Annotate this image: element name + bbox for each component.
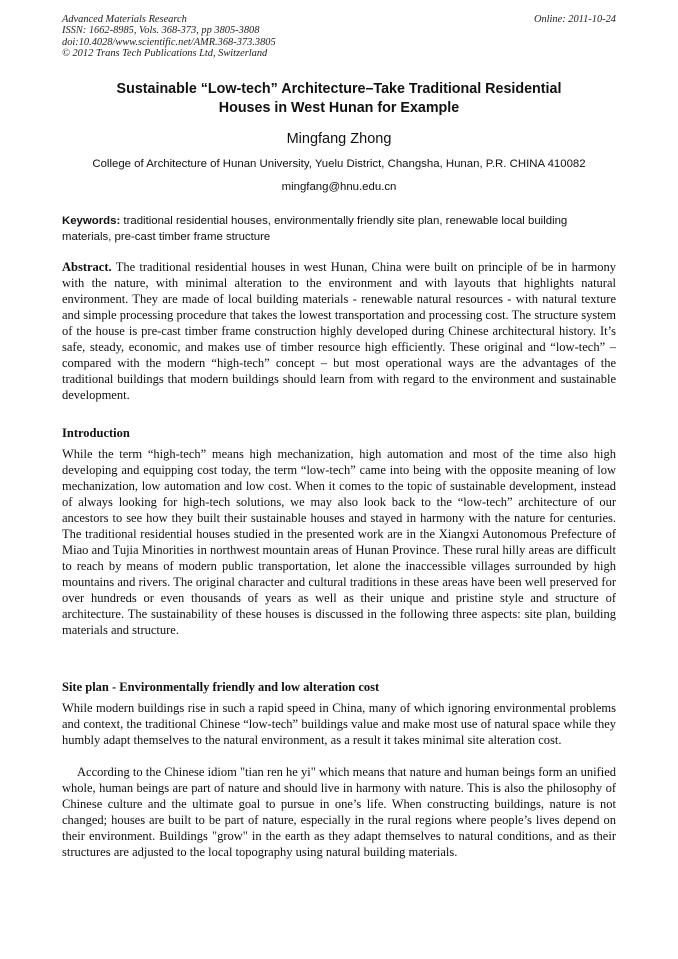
author-email[interactable]: mingfang@hnu.edu.cn [281,181,397,193]
keywords-label: Keywords: [62,215,121,227]
paper-title-line1: Sustainable “Low-tech” Architecture–Take Traditional Residential [116,81,562,97]
author-name: Mingfang Zhong [286,131,392,147]
keywords-text: traditional residential houses, environmentally friendly site plan, renewable local building materials, pre-cast timber frame structure [62,215,568,243]
site-plan-paragraph-1: While modern buildings rise in such a rapid speed in China, many of which ignoring environmental problems and context, the traditional Chinese “low-tech” buildings value and make most use of natural space while they humbly adapt themselves to the natural environment, as a result it takes minimal site alteration cost. [62,701,616,747]
paper-title-line2: Houses in West Hunan for Example [218,100,460,116]
abstract-text: The traditional residential houses in west Hunan, China were built on principle of be in harmony with the nature, with minimal alteration to the environment and with layouts that highlights natural environment. They are made of local building materials - renewable natural resources - with natural texture and simple processing procedure that takes the lowest transportation and processing cost. The structure system of the house is pre-cast timber frame construction highly developed during Chinese architectural history. It’s safe, steady, economic, and makes use of timber resource high efficiently. These original and “low-tech” – compared with the modern “high-tech” concept – but most operational ways are the advantages of the traditional buildings that modern buildings should learn from with regard to the environment and sustainable development. [62,260,616,402]
abstract [62,259,616,403]
online-date: Online: 2011-10-24 [533,14,616,25]
journal-copyright: © 2012 Trans Tech Publications Ltd, Switzerland [62,47,268,59]
journal-header [62,14,616,59]
journal-issn: ISSN: 1662-8985, Vols. 368-373, pp 3805-3808 [62,25,260,37]
introduction-text: While the term “high-tech” means high mechanization, high automation and most of the time also high developing and equipping cost today, the term “low-tech” came into being with the opposite meaning of low mechanization, low automation and low cost. When it comes to the topic of sustainable development, instead of always looking for high-tech solutions, we may also look back to the “low-tech” architecture of our ancestors to see how they built their sustainable houses and stayed in harmony with the nature for centuries. The traditional residential houses studied in the presented work are in the Xiangxi Autonomous Prefecture of Miao and Tujia Minorities in northwest mountain areas of Hunan Province. These rural hilly areas are difficult to reach by means of modern public transportation, let alone the inaccessible villages surrounded by high mountains and rivers. The original character and cultural traditions in these areas have been well preserved for over hundreds or even thousands of years as well as their unique and pristine style and structure of architecture. The sustainability of these houses is discussed in the following three aspects: site plan, building materials and structure. [62,447,616,637]
abstract-label: Abstract. [62,260,112,274]
paper-title [62,80,616,118]
site-plan-paragraph-2: According to the Chinese idiom "tian ren he yi" which means that nature and human beings form an unified whole, human beings are part of nature and should live in harmony with nature. This is also the philosophy of Chinese culture and the ultimate goal to pursue in one’s life. When constructing buildings, nature is not changed; houses are built to be part of nature, especially in the rural regions where people’s lives depend on their environment. Buildings "grow" in the earth as they adapt themselves to natural conditions, and as their structures are adjusted to the local topography using natural building materials. [62,765,616,859]
introduction-heading: Introduction [62,426,130,440]
keywords [62,213,616,245]
journal-doi[interactable]: doi:10.4028/www.scientific.net/AMR.368-373.3805 [62,36,276,48]
site-plan-heading: Site plan - Environmentally friendly and low alteration cost [62,680,380,694]
journal-name: Advanced Materials Research [62,14,187,25]
author-affiliation: College of Architecture of Hunan University, Yuelu District, Changsha, Hunan, P.R. CHINA 410082 [92,158,586,170]
